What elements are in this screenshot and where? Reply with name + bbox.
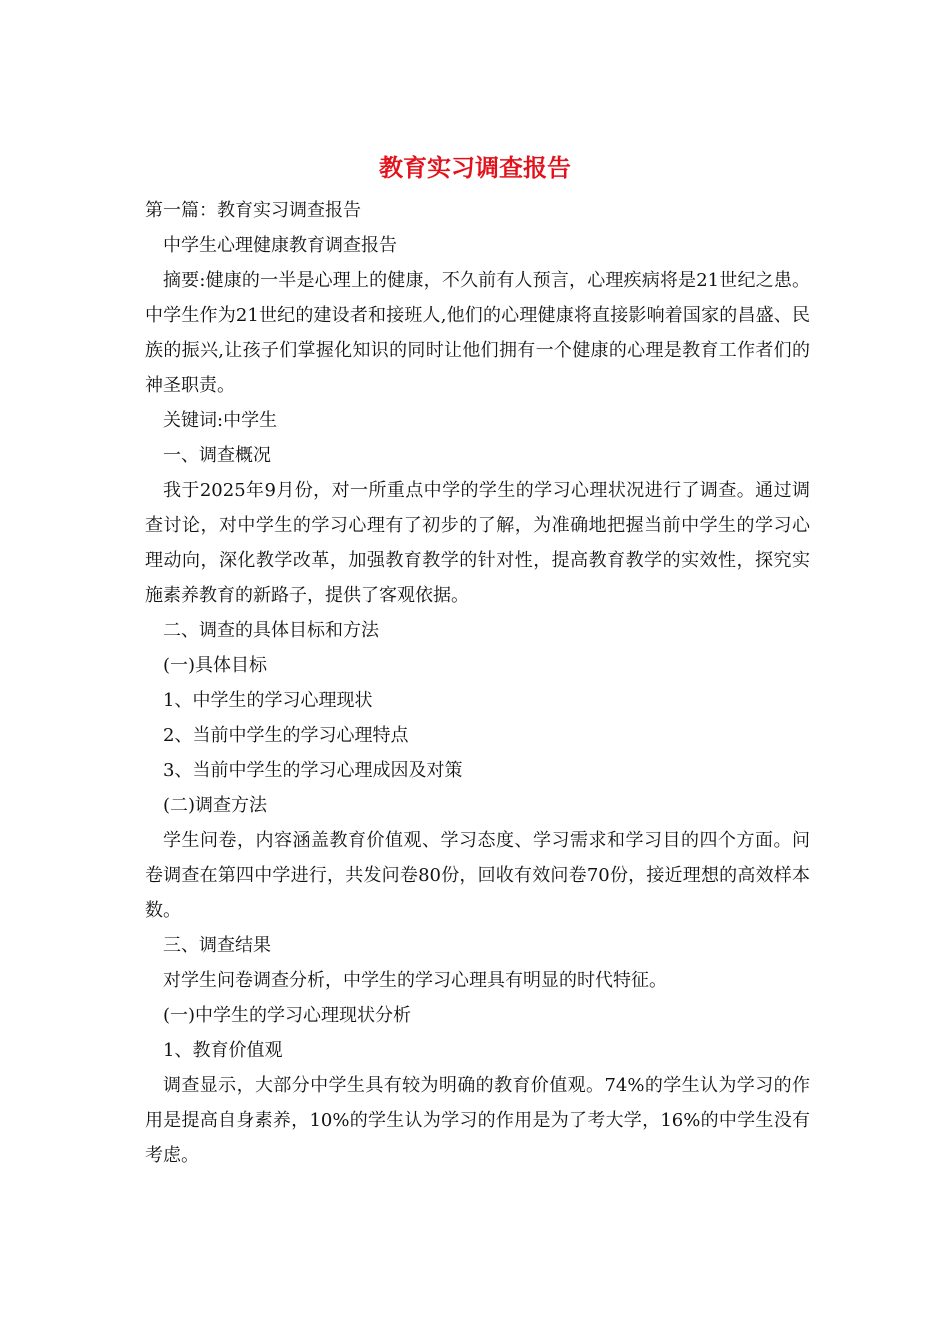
item-education-values: 1、教育价值观 <box>163 1040 283 1061</box>
results-intro: 对学生问卷调查分析，中学生的学习心理具有明显的时代特征。 <box>163 970 667 991</box>
methods-paragraph: 学生问卷，内容涵盖教育价值观、学习态度、学习需求和学习目的四个方面。问卷调查在第四中学进行，共发问卷80份，回收有效问卷70份，接近理想的高效样本数。 <box>145 830 810 921</box>
abstract-paragraph: 摘要:健康的一半是心理上的健康，不久前有人预言，心理疾病将是21世纪之患。中学生作为21世纪的建设者和接班人,他们的心理健康将直接影响着国家的昌盛、民族的振兴,让孩子们掌握化知识的同时让他们拥有一个健康的心理是教育工作者们的神圣职责。 <box>145 270 810 396</box>
document-title: 教育实习调查报告 <box>379 153 571 182</box>
report-subtitle: 中学生心理健康教育调查报告 <box>163 235 397 256</box>
goal-item-1: 1、中学生的学习心理现状 <box>163 690 373 711</box>
section-heading: 第一篇：教育实习调查报告 <box>145 200 361 221</box>
subheading-goals: (一)具体目标 <box>163 655 268 676</box>
goal-item-2: 2、当前中学生的学习心理特点 <box>163 725 409 746</box>
subheading-status-analysis: (一)中学生的学习心理现状分析 <box>163 1005 412 1026</box>
heading-goals-methods: 二、调查的具体目标和方法 <box>163 620 379 641</box>
goal-item-3: 3、当前中学生的学习心理成因及对策 <box>163 760 463 781</box>
education-values-paragraph: 调查显示，大部分中学生具有较为明确的教育价值观。74%的学生认为学习的作用是提高自身素养，10%的学生认为学习的作用是为了考大学，16%的中学生没有考虑。 <box>145 1075 810 1166</box>
keywords-line: 关键词:中学生 <box>163 410 278 431</box>
heading-overview: 一、调查概况 <box>163 445 271 466</box>
subheading-methods: (二)调查方法 <box>163 795 268 816</box>
overview-paragraph: 我于2025年9月份，对一所重点中学的学生的学习心理状况进行了调查。通过调查讨论，对中学生的学习心理有了初步的了解，为准确地把握当前中学生的学习心理动向，深化教学改革，加强教育教学的针对性，提高教育教学的实效性，探究实施素养教育的新路子，提供了客观依据。 <box>145 480 810 606</box>
document-body <box>145 193 810 1173</box>
heading-results: 三、调查结果 <box>163 935 271 956</box>
